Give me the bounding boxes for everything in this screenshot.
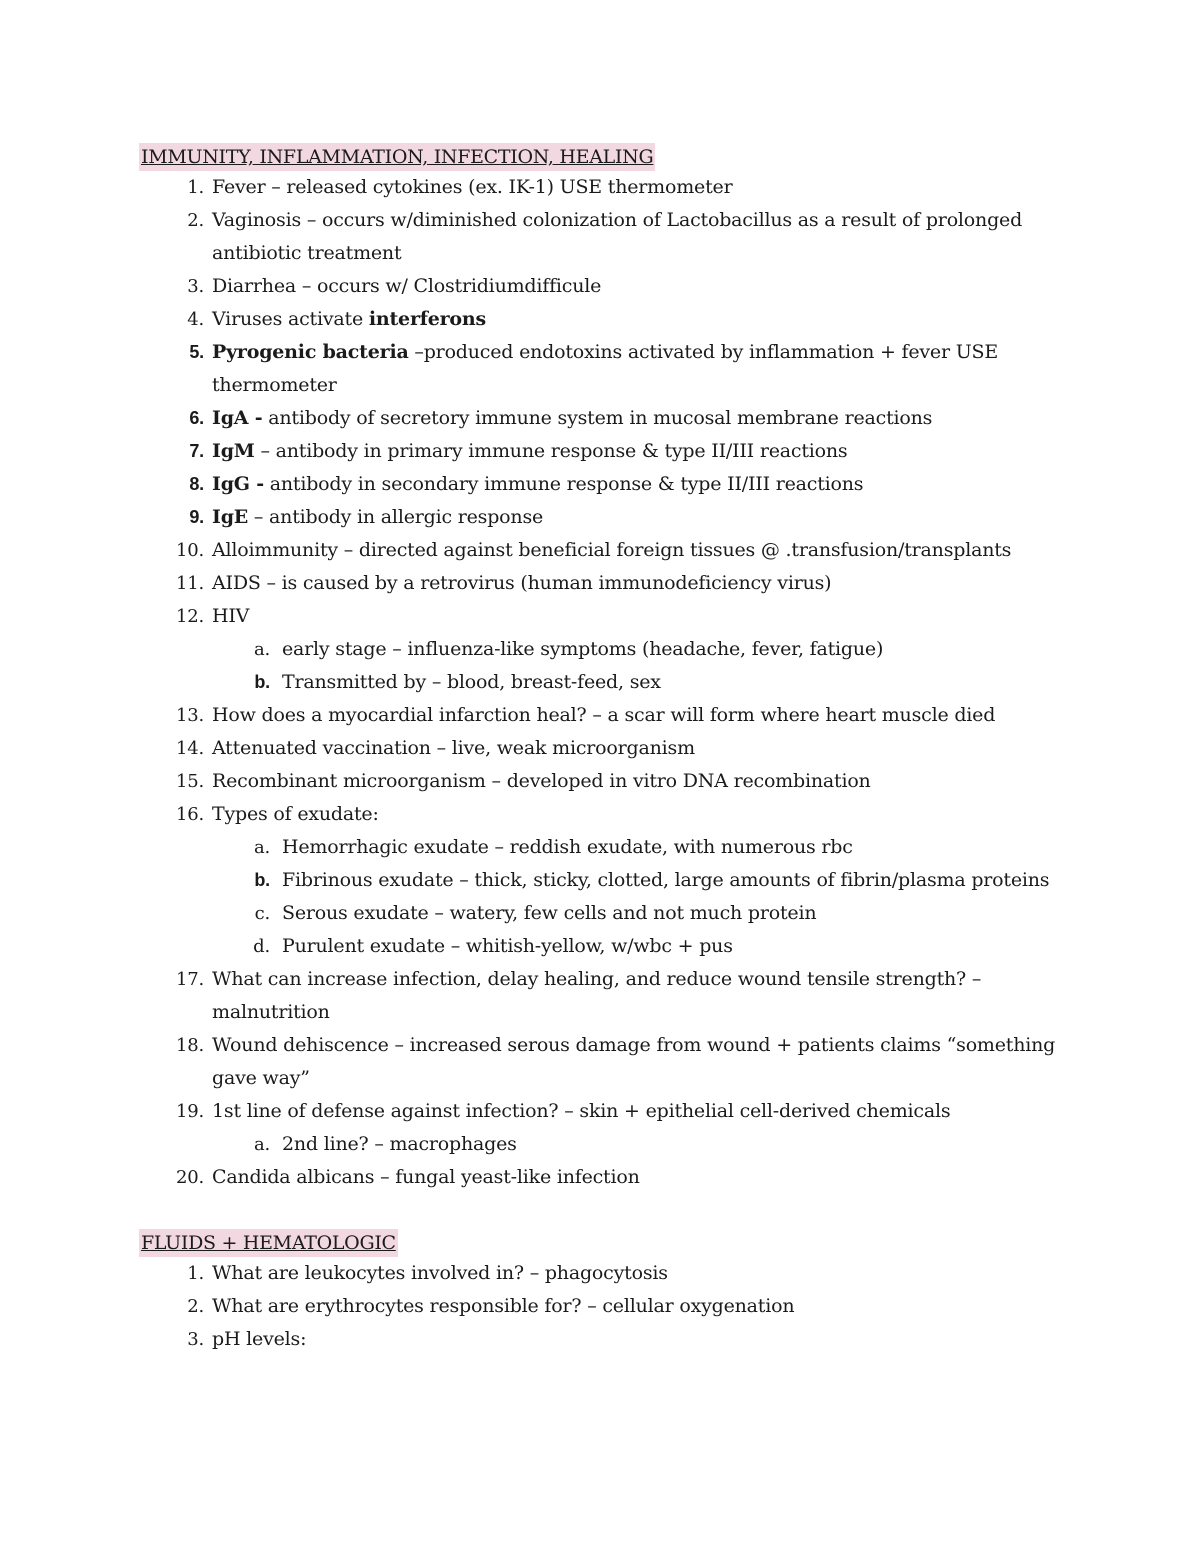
bold-term: IgE bbox=[212, 506, 249, 528]
list-item-3 bbox=[141, 270, 1071, 303]
list-number: 20. bbox=[175, 1167, 204, 1188]
list-item-text: Recombinant microorganism – developed in vitro DNA recombination bbox=[212, 770, 871, 792]
list-item-5 bbox=[141, 336, 1071, 402]
list-number: 6. bbox=[189, 408, 204, 428]
list-number: 13. bbox=[175, 705, 204, 726]
list-item-2 bbox=[141, 1290, 1071, 1323]
list-number: 17. bbox=[175, 969, 204, 990]
list-letter: a. bbox=[253, 639, 270, 660]
list-item-text: 2nd line? – macrophages bbox=[282, 1133, 517, 1155]
list-item-14 bbox=[141, 732, 1071, 765]
list-item-20 bbox=[141, 1161, 1071, 1194]
list-number: 4. bbox=[187, 309, 204, 330]
list-item-10 bbox=[141, 534, 1071, 567]
list-item-text: AIDS – is caused by a retrovirus (human immunodeficiency virus) bbox=[212, 572, 832, 594]
list-subitem-19a bbox=[141, 1128, 1071, 1161]
list-number: 3. bbox=[187, 1329, 204, 1350]
list-item-text: Viruses activate bbox=[212, 308, 369, 330]
list-item-text: – antibody in allergic response bbox=[248, 506, 544, 528]
list-item-text: – antibody in primary immune response & type II/III reactions bbox=[254, 440, 848, 462]
list-item-text: Vaginosis – occurs w/diminished colonization of Lactobacillus as a result of prolonged antibiotic treatment bbox=[212, 209, 1023, 264]
list-number: 3. bbox=[187, 276, 204, 297]
list-item-11 bbox=[141, 567, 1071, 600]
bold-term: IgG - bbox=[212, 473, 264, 495]
list-item-text: Diarrhea – occurs w/ Clostridiumdifficule bbox=[212, 275, 602, 297]
list-item-text: Purulent exudate – whitish-yellow, w/wbc + pus bbox=[282, 935, 733, 957]
list-number: 11. bbox=[175, 573, 204, 594]
list-item-8 bbox=[141, 468, 1071, 501]
list-item-9 bbox=[141, 501, 1071, 534]
list-item-19 bbox=[141, 1095, 1071, 1128]
list-item-text: Wound dehiscence – increased serous damage from wound + patients claims “something gave way” bbox=[212, 1034, 1056, 1089]
list-number: 15. bbox=[175, 771, 204, 792]
list-letter: a. bbox=[253, 1134, 270, 1155]
section-immunity bbox=[141, 143, 1071, 1194]
list-number: 9. bbox=[189, 507, 204, 527]
section-heading-immunity: IMMUNITY, INFLAMMATION, INFECTION, HEALING bbox=[139, 143, 655, 171]
list-item-text: HIV bbox=[212, 605, 250, 627]
list-item-text: What can increase infection, delay healing, and reduce wound tensile strength? – malnutrition bbox=[212, 968, 982, 1023]
list-subitem-16c bbox=[141, 897, 1071, 930]
list-item-text: pH levels: bbox=[212, 1328, 307, 1350]
list-subitem-12a bbox=[141, 633, 1071, 666]
list-letter: a. bbox=[253, 837, 270, 858]
list-item-text: Fibrinous exudate – thick, sticky, clotted, large amounts of fibrin/plasma proteins bbox=[282, 869, 1050, 891]
list-item-text: Transmitted by – blood, breast-feed, sex bbox=[282, 671, 661, 693]
list-item-text: Hemorrhagic exudate – reddish exudate, with numerous rbc bbox=[282, 836, 853, 858]
list-item-text: How does a myocardial infarction heal? – a scar will form where heart muscle died bbox=[212, 704, 996, 726]
list-item-18 bbox=[141, 1029, 1071, 1095]
section-heading-fluids: FLUIDS + HEMATOLOGIC bbox=[139, 1229, 398, 1257]
list-item-text: antibody of secretory immune system in mucosal membrane reactions bbox=[262, 407, 933, 429]
list-number: 5. bbox=[189, 342, 204, 362]
list-item-3 bbox=[141, 1323, 1071, 1356]
section-fluids bbox=[141, 1229, 1071, 1356]
list-number: 1. bbox=[187, 1263, 204, 1284]
list-number: 16. bbox=[175, 804, 204, 825]
list-item-text: Candida albicans – fungal yeast-like infection bbox=[212, 1166, 640, 1188]
list-letter: b. bbox=[254, 870, 270, 890]
bold-term: IgA - bbox=[212, 407, 263, 429]
bold-term: Pyrogenic bacteria bbox=[212, 341, 409, 363]
list-item-2 bbox=[141, 204, 1071, 270]
list-item-6 bbox=[141, 402, 1071, 435]
list-item-15 bbox=[141, 765, 1071, 798]
bold-term: IgM bbox=[212, 440, 255, 462]
list-subitem-16b bbox=[141, 864, 1071, 897]
list-item-12 bbox=[141, 600, 1071, 633]
list-item-16 bbox=[141, 798, 1071, 831]
list-item-17 bbox=[141, 963, 1071, 1029]
list-item-4 bbox=[141, 303, 1071, 336]
list-number: 2. bbox=[187, 210, 204, 231]
bold-term: interferons bbox=[368, 308, 487, 330]
list-number: 10. bbox=[175, 540, 204, 561]
list-subitem-16d bbox=[141, 930, 1071, 963]
list-item-13 bbox=[141, 699, 1071, 732]
list-subitem-12b bbox=[141, 666, 1071, 699]
list-item-text: antibody in secondary immune response & type II/III reactions bbox=[263, 473, 864, 495]
list-number: 2. bbox=[187, 1296, 204, 1317]
list-item-text: Attenuated vaccination – live, weak microorganism bbox=[212, 737, 695, 759]
list-number: 18. bbox=[175, 1035, 204, 1056]
list-item-text: 1st line of defense against infection? – skin + epithelial cell-derived chemicals bbox=[212, 1100, 951, 1122]
list-number: 1. bbox=[187, 177, 204, 198]
list-item-text: Serous exudate – watery, few cells and not much protein bbox=[282, 902, 817, 924]
list-number: 19. bbox=[175, 1101, 204, 1122]
notes-content bbox=[141, 143, 1071, 1356]
immunity-list bbox=[141, 171, 1071, 1194]
list-letter: c. bbox=[254, 903, 270, 924]
fluids-list bbox=[141, 1257, 1071, 1356]
list-item-1 bbox=[141, 1257, 1071, 1290]
list-item-text: –produced endotoxins activated by inflammation + fever USE thermometer bbox=[212, 341, 998, 396]
list-item-text: What are leukocytes involved in? – phagocytosis bbox=[212, 1262, 668, 1284]
list-item-1 bbox=[141, 171, 1071, 204]
list-number: 12. bbox=[175, 606, 204, 627]
list-item-text: Types of exudate: bbox=[212, 803, 379, 825]
list-item-text: Alloimmunity – directed against beneficial foreign tissues @ .transfusion/transplants bbox=[212, 539, 1012, 561]
list-number: 8. bbox=[189, 474, 204, 494]
list-item-7 bbox=[141, 435, 1071, 468]
list-number: 7. bbox=[189, 441, 204, 461]
list-number: 14. bbox=[175, 738, 204, 759]
section-spacer bbox=[141, 1194, 1071, 1229]
list-letter: b. bbox=[254, 672, 270, 692]
list-subitem-16a bbox=[141, 831, 1071, 864]
list-item-text: What are erythrocytes responsible for? – cellular oxygenation bbox=[212, 1295, 795, 1317]
list-item-text: Fever – released cytokines (ex. IK-1) USE thermometer bbox=[212, 176, 733, 198]
list-letter: d. bbox=[253, 936, 270, 957]
list-item-text: early stage – influenza-like symptoms (headache, fever, fatigue) bbox=[282, 638, 884, 660]
